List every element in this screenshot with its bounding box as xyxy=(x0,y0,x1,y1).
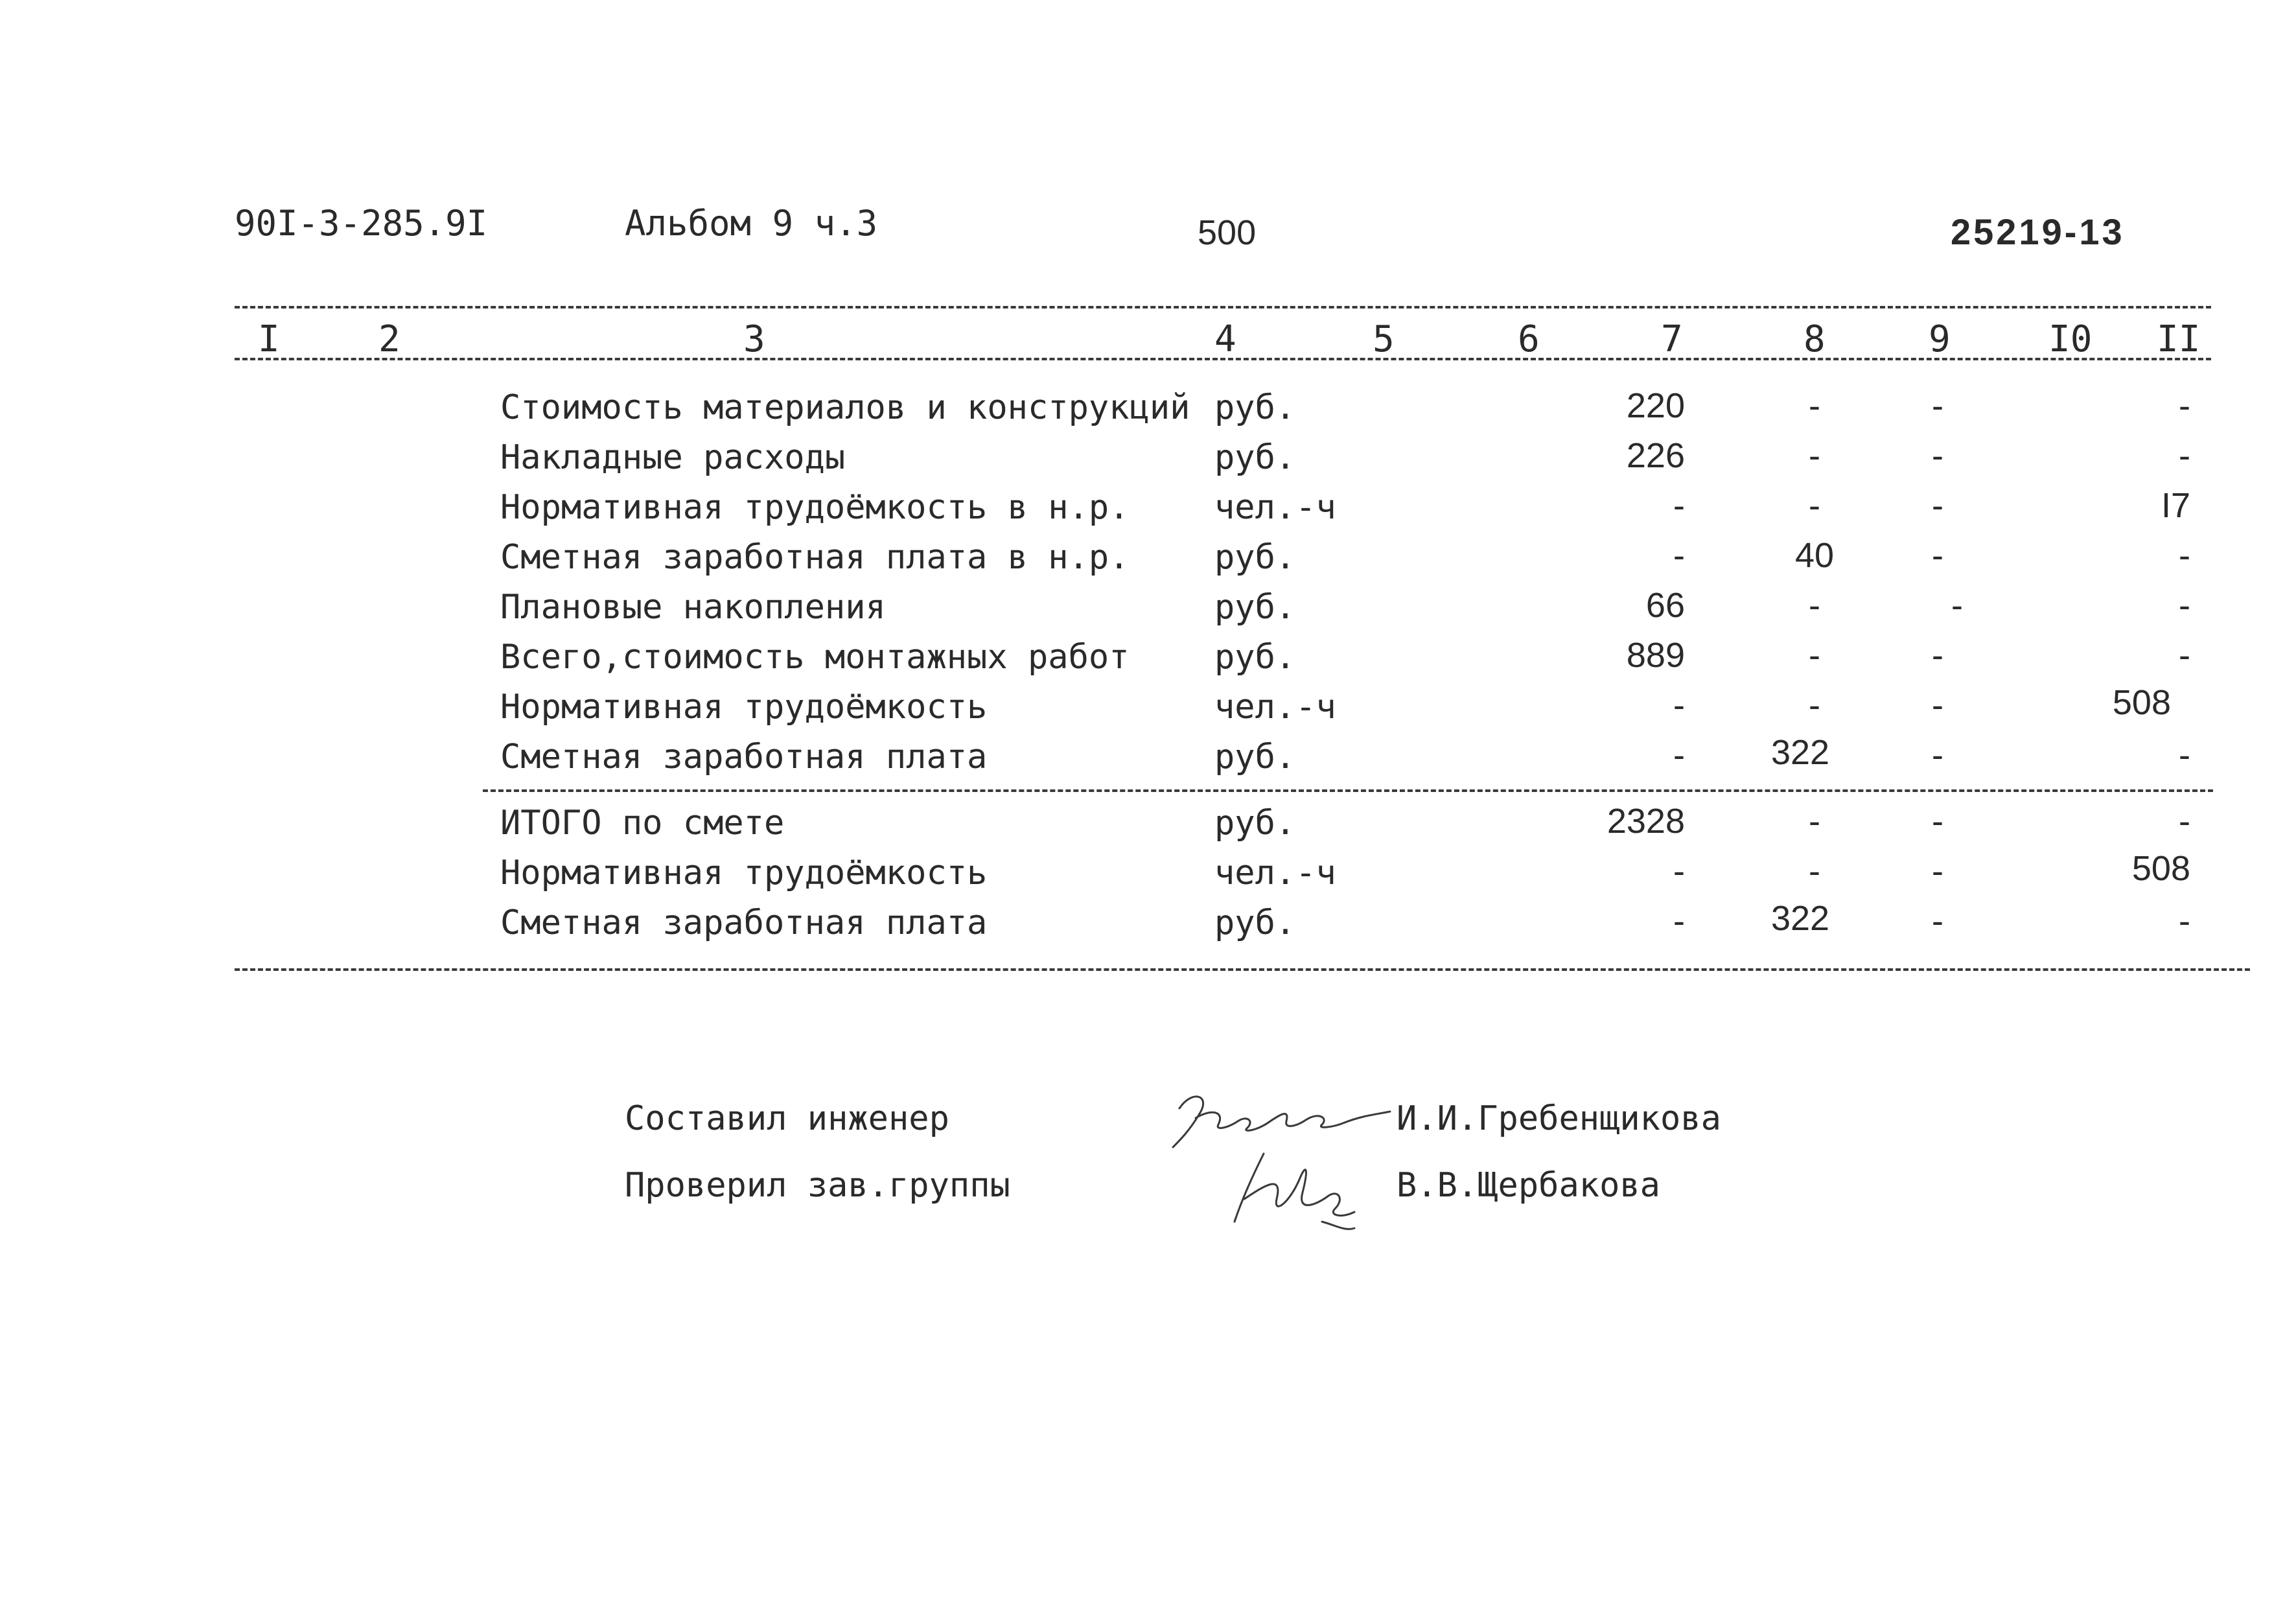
row-name: Накладные расходы xyxy=(500,438,846,477)
row-col11: - xyxy=(2179,386,2190,425)
table-bottom-rule xyxy=(235,968,2250,971)
row-col7: 66 xyxy=(1645,586,1685,625)
total-row-unit: руб. xyxy=(1214,804,1296,843)
total-row-name: Сметная заработная плата xyxy=(500,903,988,942)
row-col7: - xyxy=(1673,536,1685,575)
row-col7: 889 xyxy=(1626,636,1685,675)
row-name: Нормативная трудоёмкость в н.р. xyxy=(500,488,1130,527)
row-col11: - xyxy=(2179,586,2190,625)
row-unit: руб. xyxy=(1214,388,1296,427)
row-col11: 508 xyxy=(2112,683,2171,722)
row-col7: 220 xyxy=(1626,386,1685,425)
row-name: Сметная заработная плата xyxy=(500,738,988,776)
row-name: Сметная заработная плата в н.р. xyxy=(500,538,1130,577)
row-col8: 322 xyxy=(1770,733,1830,772)
total-row-col9: - xyxy=(1932,802,1943,841)
total-row-name: ИТОГО по смете xyxy=(500,804,785,843)
total-row-col11: - xyxy=(2179,902,2190,940)
total-row-unit: руб. xyxy=(1214,903,1296,942)
column-number-6: 6 xyxy=(1518,318,1540,360)
composed-by-label: Составил инженер xyxy=(625,1099,949,1138)
row-name: Всего,стоимость монтажных работ xyxy=(500,638,1130,677)
row-unit: руб. xyxy=(1214,738,1296,776)
album-label: Альбом 9 ч.3 xyxy=(625,203,878,244)
total-row-col11: 508 xyxy=(2131,849,2190,888)
column-number-5: 5 xyxy=(1373,318,1395,360)
row-name: Нормативная трудоёмкость xyxy=(500,688,988,727)
total-row-col8: 322 xyxy=(1770,899,1830,938)
row-unit: руб. xyxy=(1214,538,1296,577)
column-number-9: 9 xyxy=(1929,318,1951,360)
row-col11: - xyxy=(2179,636,2190,675)
row-col11: I7 xyxy=(2161,486,2190,525)
row-col8: 40 xyxy=(1794,536,1835,575)
column-number-3: 3 xyxy=(743,318,765,360)
column-number-1: I xyxy=(258,318,280,360)
row-col9: - xyxy=(1932,736,1943,775)
row-name: Плановые накопления xyxy=(500,588,886,627)
row-col9: - xyxy=(1932,536,1943,575)
total-row-unit: чел.-ч xyxy=(1214,854,1336,892)
total-row-col8: - xyxy=(1809,852,1820,891)
row-col7: 226 xyxy=(1626,436,1685,475)
row-col9: - xyxy=(1932,686,1943,725)
row-col8: - xyxy=(1809,436,1820,475)
row-col8: - xyxy=(1809,386,1820,425)
signature-shcherbakova xyxy=(1225,1141,1367,1244)
total-row-col7: 2328 xyxy=(1606,802,1685,841)
row-col7: - xyxy=(1673,486,1685,525)
column-number-2: 2 xyxy=(378,318,400,360)
row-unit: руб. xyxy=(1214,588,1296,627)
totals-separator xyxy=(483,789,2213,792)
total-row-col7: - xyxy=(1673,852,1685,891)
document-number: 25219-13 xyxy=(1951,211,2125,252)
row-col9: - xyxy=(1932,436,1943,475)
row-col9: - xyxy=(1951,586,1963,625)
total-row-name: Нормативная трудоёмкость xyxy=(500,854,988,892)
row-col9: - xyxy=(1932,486,1943,525)
total-row-col9: - xyxy=(1932,902,1943,940)
column-number-7: 7 xyxy=(1661,318,1683,360)
row-col7: - xyxy=(1673,686,1685,725)
total-row-col11: - xyxy=(2179,802,2190,841)
row-col11: - xyxy=(2179,436,2190,475)
document-code: 90I-3-285.9I xyxy=(235,203,488,244)
total-row-col9: - xyxy=(1932,852,1943,891)
row-col9: - xyxy=(1932,636,1943,675)
row-col8: - xyxy=(1809,636,1820,675)
row-col9: - xyxy=(1932,386,1943,425)
row-unit: руб. xyxy=(1214,438,1296,477)
column-number-4: 4 xyxy=(1214,318,1236,360)
row-unit: руб. xyxy=(1214,638,1296,677)
checked-by-name: В.В.Щербакова xyxy=(1397,1166,1660,1205)
row-col7: - xyxy=(1673,736,1685,775)
column-number-10: I0 xyxy=(2048,318,2093,360)
composed-by-name: И.И.Гребенщикова xyxy=(1397,1099,1721,1138)
row-unit: чел.-ч xyxy=(1214,488,1336,527)
row-col11: - xyxy=(2179,736,2190,775)
checked-by-label: Проверил зав.группы xyxy=(625,1166,1010,1205)
total-row-col7: - xyxy=(1673,902,1685,940)
row-col11: - xyxy=(2179,536,2190,575)
row-unit: чел.-ч xyxy=(1214,688,1336,727)
column-number-8: 8 xyxy=(1803,318,1826,360)
column-header-rule xyxy=(235,358,2211,360)
column-number-11: II xyxy=(2157,318,2201,360)
page-number: 500 xyxy=(1198,213,1257,252)
total-row-col8: - xyxy=(1809,802,1820,841)
row-col8: - xyxy=(1809,586,1820,625)
row-name: Стоимость материалов и конструкций xyxy=(500,388,1190,427)
table-top-rule xyxy=(235,306,2211,309)
row-col8: - xyxy=(1809,686,1820,725)
row-col8: - xyxy=(1809,486,1820,525)
